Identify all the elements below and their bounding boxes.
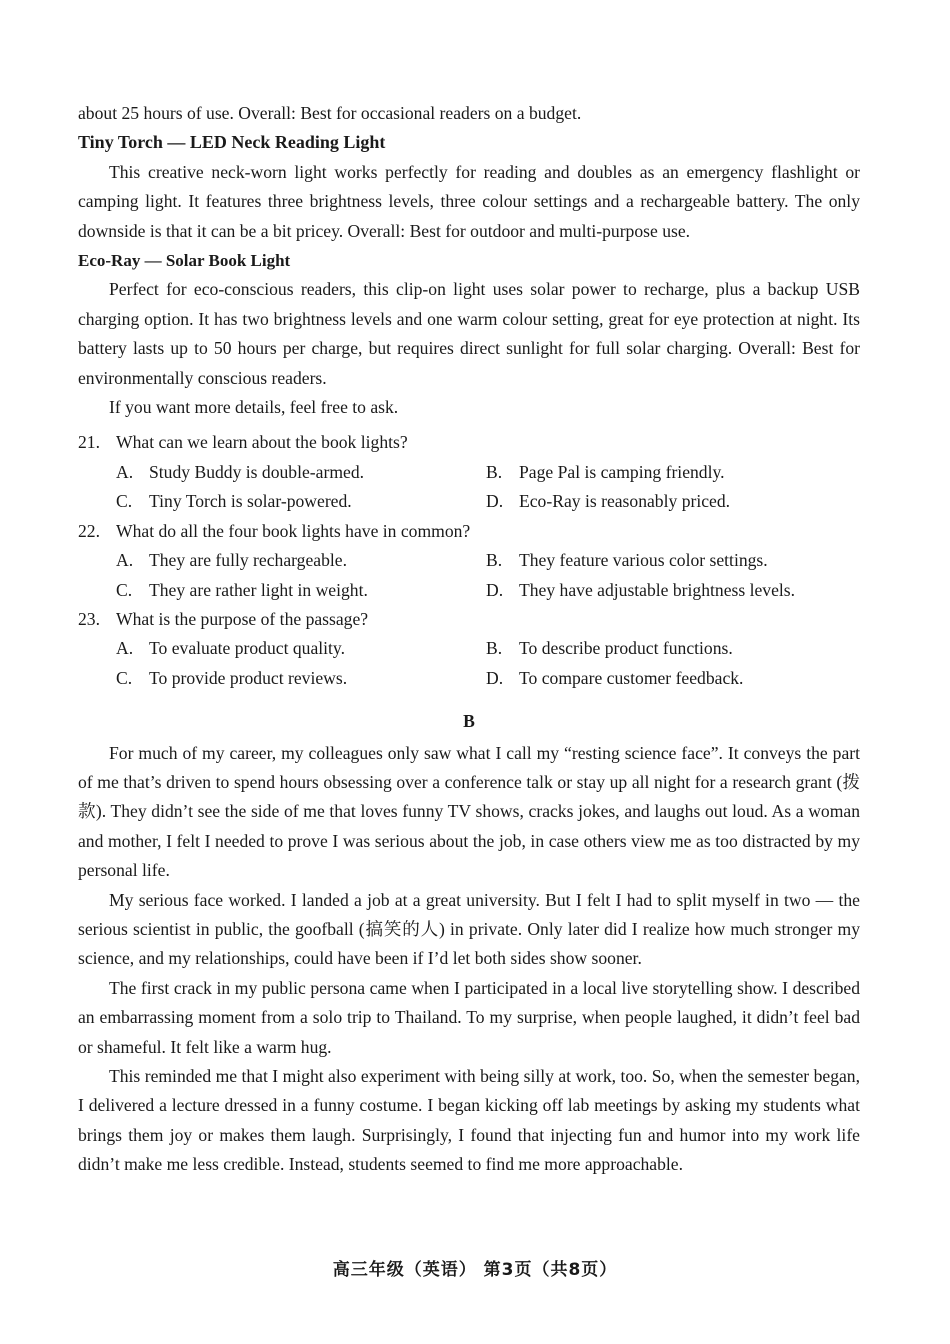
tiny-torch-heading: Tiny Torch — LED Neck Reading Light: [78, 132, 386, 153]
option-d: D. Eco-Ray is reasonably priced.: [486, 491, 731, 512]
options-row: [78, 458, 860, 487]
previous-product-fragment: about 25 hours of use. Overall: Best for occasional readers on a budget.: [78, 103, 582, 123]
options-row: [78, 634, 860, 663]
option-c: C. Tiny Torch is solar-powered.: [116, 491, 352, 512]
option-a: A. To evaluate product quality.: [116, 638, 345, 659]
options-row: [78, 546, 860, 575]
option-c: C. To provide product reviews.: [116, 667, 348, 688]
question-23: [78, 605, 860, 634]
question-number: 22.: [78, 520, 100, 541]
eco-ray-description: Perfect for eco-conscious readers, this clip-on light uses solar power to recharge, plus a backup USB charging option. It has two brightness levels and one warm colour setting, great for eye protection at night. Its battery lasts up to 50 hours per charge, but requires direct sunlight for full solar charging. Overall: Best for environmentally conscious readers.: [78, 279, 860, 388]
option-d: D. To compare customer feedback.: [486, 667, 744, 688]
option-b: B. They feature various color settings.: [486, 550, 768, 571]
option-b: B. Page Pal is camping friendly.: [486, 461, 725, 482]
question-text: What is the purpose of the passage?: [116, 608, 369, 629]
options-row: [78, 487, 860, 516]
page-content: [78, 99, 860, 1180]
page-footer: 高三年级（英语） 第3页（共8页）: [332, 1260, 618, 1280]
question-number: 23.: [78, 608, 100, 629]
option-b: B. To describe product functions.: [486, 638, 733, 659]
section-b-label: B: [463, 711, 475, 732]
question-22: [78, 517, 860, 546]
options-row: [78, 576, 860, 605]
tiny-torch-description: This creative neck-worn light works perfectly for reading and doubles as an emergency flashlight or camping light. It features three brightness levels, three colour settings and a rechargeable battery. The only downside is that it can be a bit pricey. Overall: Best for outdoor and multi-purpose use.: [78, 161, 860, 241]
option-c: C. They are rather light in weight.: [116, 579, 368, 600]
option-d: D. They have adjustable brightness levels.: [486, 579, 796, 600]
passage-b-paragraph-1: For much of my career, my colleagues only saw what I call my “resting science face”. It conveys the part of me that’s driven to spend hours obsessing over a conference talk or stay up all night for a research grant (拨款). They didn’t see the side of me that loves funny TV shows, cracks jokes, and laughs out loud. As a woman and mother, I felt I needed to prove I was serious about the job, in case others view me as too distracted by my personal life.: [78, 742, 860, 881]
question-text: What do all the four book lights have in common?: [116, 520, 471, 541]
passage-b-paragraph-2: My serious face worked. I landed a job at a great university. But I felt I had to split myself in two — the serious scientist in public, the goofball (搞笑的人) in private. Only later did I realize how much stronger my science, and my relationships, could have been if I’d let both sides show sooner.: [78, 889, 860, 969]
question-text: What can we learn about the book lights?: [116, 432, 408, 453]
passage-b-paragraph-4: This reminded me that I might also experiment with being silly at work, too. So, when the semester began, I delivered a lecture dressed in a funny costume. I began kicking off lab meetings by asking my students what brings them joy or makes them laugh. Surprisingly, I found that injecting fun and humor into my work life didn’t make me less credible. Instead, students seemed to find me more approachable.: [78, 1066, 860, 1175]
closing-line: If you want more details, feel free to ask.: [109, 397, 399, 418]
question-number: 21.: [78, 432, 100, 453]
options-row: [78, 664, 860, 693]
option-a: A. They are fully rechargeable.: [116, 550, 347, 571]
eco-ray-heading: Eco-Ray — Solar Book Light: [78, 251, 291, 271]
passage-b-paragraph-3: The first crack in my public persona came when I participated in a local live storytelling show. I described an embarrassing moment from a solo trip to Thailand. To my surprise, when people laughed, it didn’t feel bad or shameful. It felt like a warm hug.: [78, 977, 860, 1057]
question-21: [78, 428, 860, 457]
option-a: A. Study Buddy is double-armed.: [116, 461, 365, 482]
